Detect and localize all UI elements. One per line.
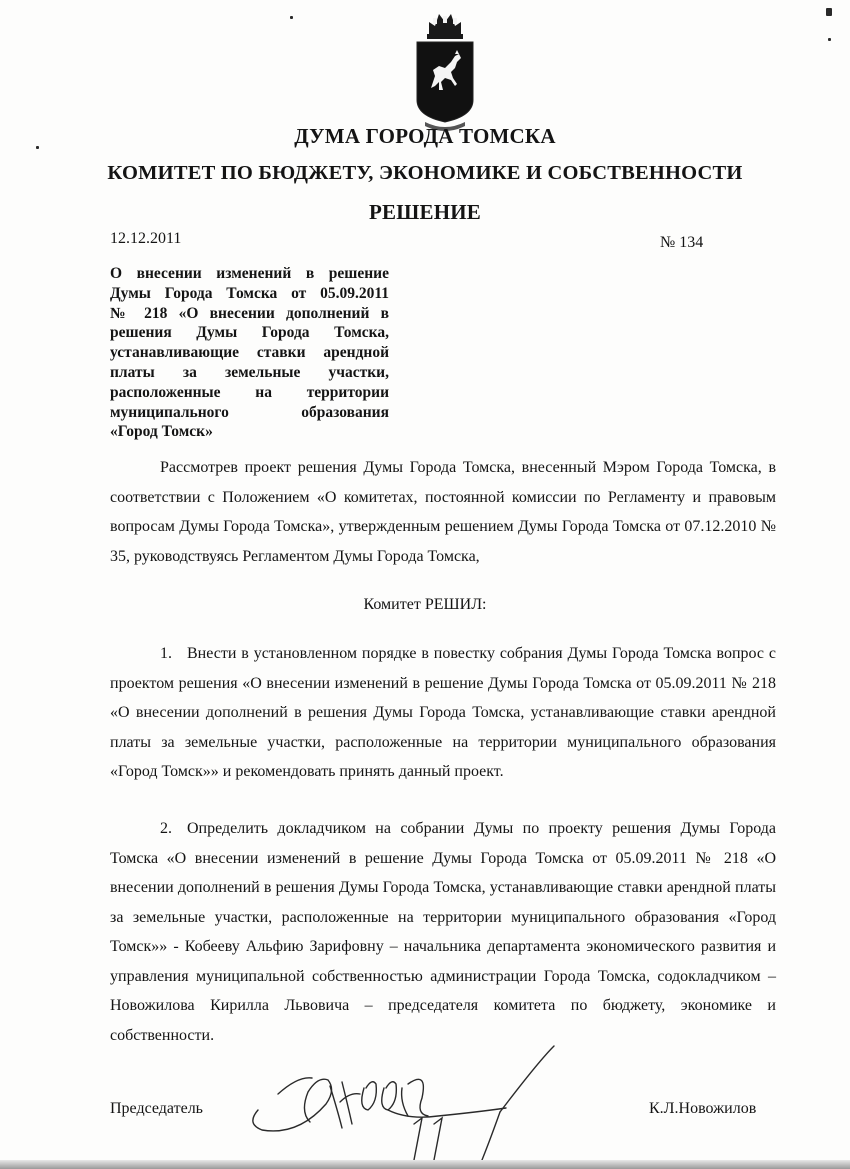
document-date: 12.12.2011 (110, 230, 182, 247)
scan-speck (828, 38, 831, 41)
scan-speck (826, 8, 832, 16)
document-number: № 134 (660, 234, 704, 251)
committee-title: КОМИТЕТ ПО БЮДЖЕТУ, ЭКОНОМИКЕ И СОБСТВЕННОСТИ (107, 162, 743, 184)
item-text: Внести в установленном порядке в повестку собрания Думы Города Томска вопрос с проектом решения «О внесении изменений в решение Думы Города Томска от 05.09.2011 № 218 «О внесении дополнений в решения Думы Города Томска, устанавливающие ставки арендной платы за земельные участки, расположенные на территории муниципального образования «Город Томск»» и рекомендовать принять данный проект. (110, 645, 776, 780)
subject-line: устанавливающие ставки арендной (110, 344, 389, 362)
subject-line: муниципального образования (110, 403, 389, 421)
subject-line: платы за земельные участки, (110, 363, 389, 381)
decision-item-1 (110, 639, 776, 787)
scan-edge (0, 1160, 850, 1169)
decision-heading: Комитет РЕШИЛ: (363, 596, 487, 613)
subject-line: Думы Города Томска от 05.09.2011 (110, 284, 389, 302)
preamble-paragraph: Рассмотрев проект решения Думы Города Томска, внесенный Мэром Города Томска, в соответствии с Положением «О комитетах, постоянной комиссии по Регламенту и правовым вопросам Думы Города Томска», утвержденным решением Думы Города Томска от 07.12.2010 № 35, руководствуясь Регламентом Думы Города Томска, (110, 459, 776, 565)
document-subject (110, 264, 389, 442)
subject-line: решения Думы Города Томска, (110, 324, 389, 342)
document-type: РЕШЕНИЕ (369, 200, 481, 224)
signatory-role: Председатель (110, 1100, 203, 1117)
subject-line: № 218 «О внесении дополнений в (110, 304, 389, 322)
subject-line: расположенные на территории (110, 383, 389, 401)
tomsk-coat-of-arms-icon (411, 4, 479, 134)
decision-item-2 (110, 814, 776, 1050)
scan-speck (290, 16, 293, 19)
item-marker: 2. (160, 820, 172, 837)
council-title: ДУМА ГОРОДА ТОМСКА (294, 124, 556, 148)
item-text: Определить докладчиком на собрании Думы по проекту решения Думы Города Томска «О внесении изменений в решение Думы Города Томска от 05.09.2011 № 218 «О внесении дополнений в решения Думы Города Томска, устанавливающие ставки арендной платы за земельные участки, расположенные на территории муниципального образования «Город Томск»» - Кобееву Альфию Зарифовну – начальника департамента экономического развития и управления муниципальной собственностью администрации Города Томска, содокладчиком – Новожилова Кирилла Львовича – председателя комитета по бюджету, экономике и собственности. (110, 820, 776, 1044)
item-marker: 1. (160, 645, 172, 662)
subject-line: «Город Томск» (110, 423, 213, 441)
signatory-name: К.Л.Новожилов (649, 1100, 757, 1117)
subject-line: О внесении изменений в решение (110, 265, 389, 282)
handwritten-signature (238, 1032, 568, 1167)
